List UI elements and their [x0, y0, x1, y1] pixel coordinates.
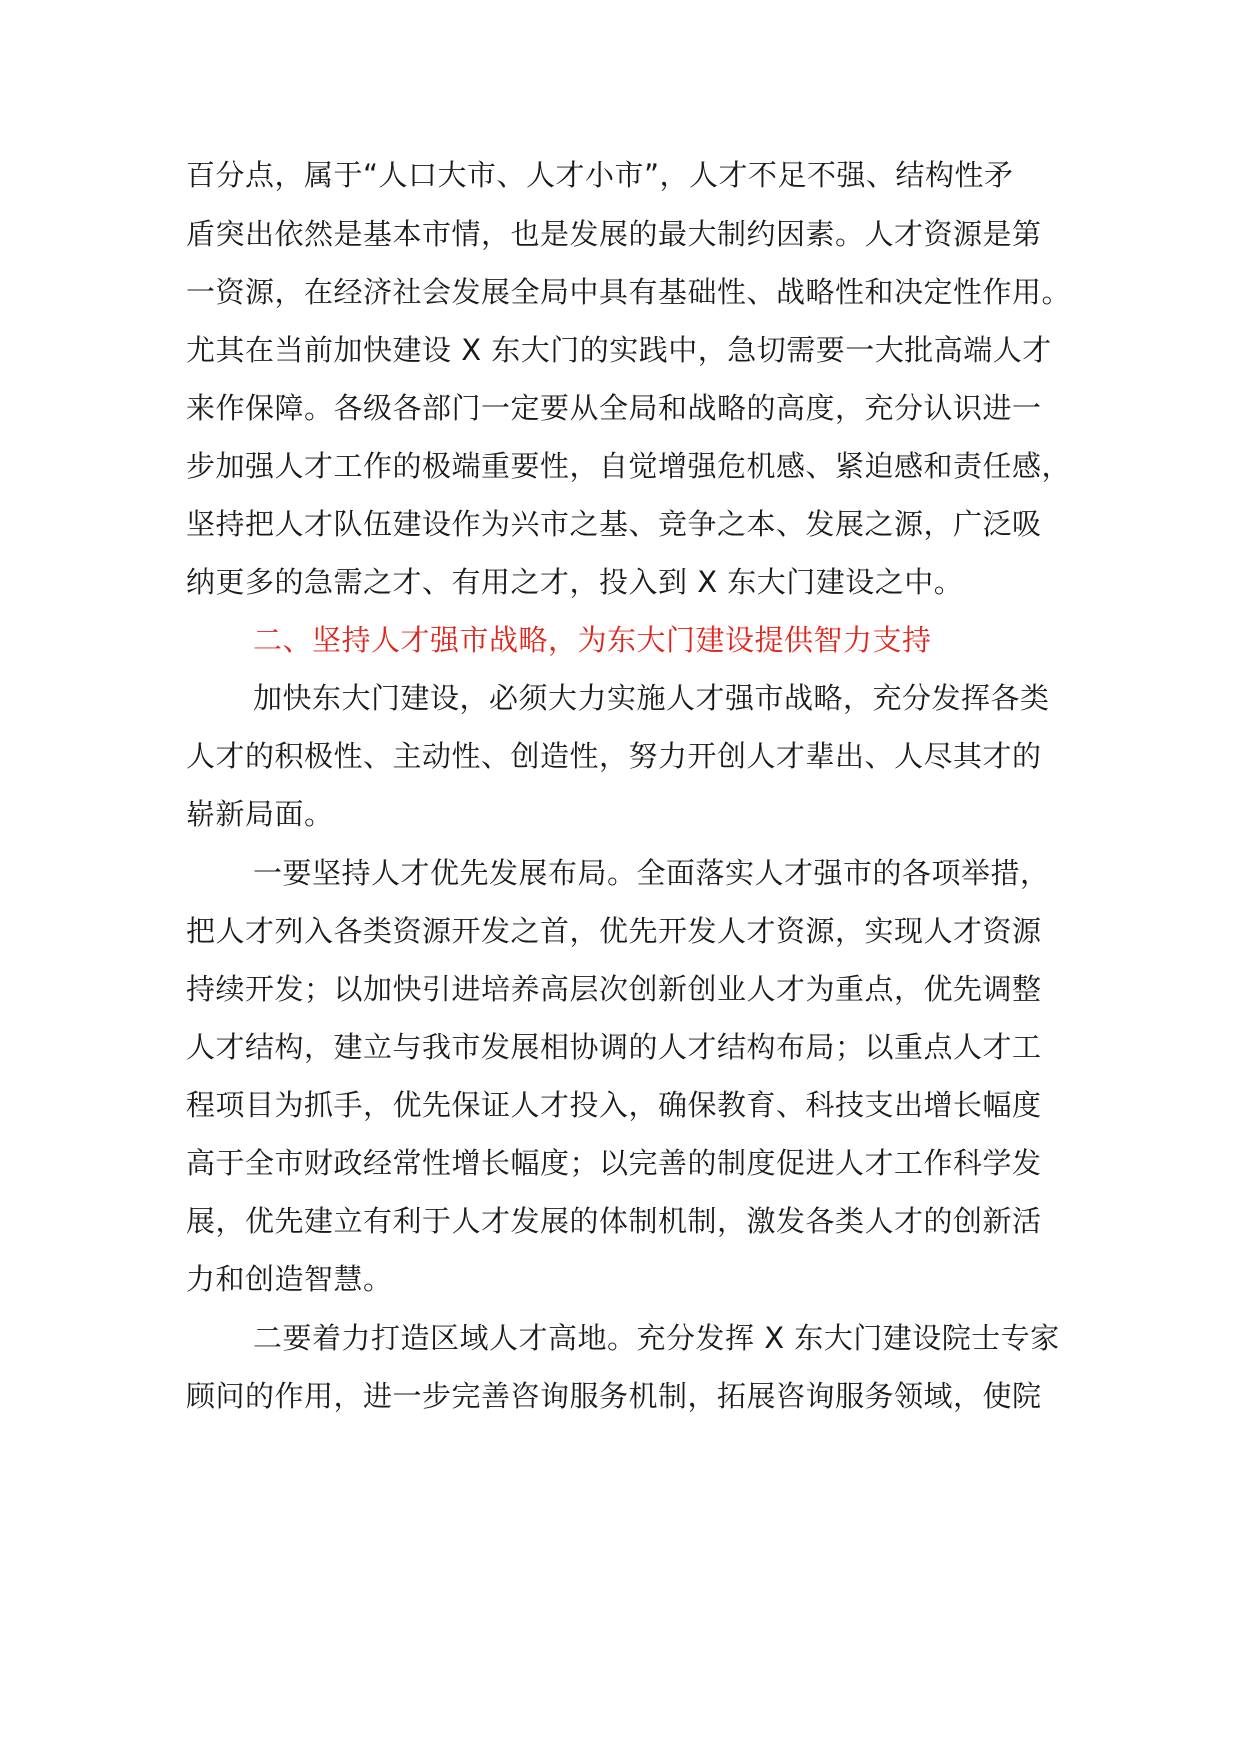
paragraph-line: 人才结构，建立与我市发展相协调的人才结构布局；以重点人才工: [186, 1030, 1042, 1064]
paragraph-line: 加快东大门建设，必须大力实施人才强市战略，充分发挥各类: [253, 681, 1050, 715]
paragraph-line: 盾突出依然是基本市情，也是发展的最大制约因素。人才资源是第: [186, 217, 1042, 251]
paragraph-line: 尤其在当前加快建设 X 东大门的实践中，急切需要一大批高端人才: [186, 333, 1052, 367]
paragraph-line: 一要坚持人才优先发展布局。全面落实人才强市的各项举措，: [253, 856, 1050, 890]
paragraph-line: 纳更多的急需之才、有用之才，投入到 X 东大门建设之中。: [186, 565, 964, 599]
paragraph-line: 一资源，在经济社会发展全局中具有基础性、战略性和决定性作用。: [186, 275, 1072, 309]
paragraph-line: 百分点，属于“人口大市、人才小市”，人才不足不强、结构性矛: [186, 158, 1014, 192]
paragraph-line: 坚持把人才队伍建设作为兴市之基、竞争之本、发展之源，广泛吸: [186, 507, 1042, 541]
paragraph-line: 步加强人才工作的极端重要性，自觉增强危机感、紧迫感和责任感，: [186, 449, 1072, 483]
paragraph-line: 展，优先建立有利于人才发展的体制机制，激发各类人才的创新活: [186, 1204, 1042, 1238]
paragraph-line: 程项目为抓手，优先保证人才投入，确保教育、科技支出增长幅度: [186, 1088, 1042, 1122]
paragraph-line: 把人才列入各类资源开发之首，优先开发人才资源，实现人才资源: [186, 914, 1042, 948]
paragraph-line: 来作保障。各级各部门一定要从全局和战略的高度，充分认识进一: [186, 391, 1042, 425]
section-heading: 二、坚持人才强市战略，为东大门建设提供智力支持: [253, 623, 932, 657]
paragraph-line: 力和创造智慧。: [186, 1262, 393, 1296]
paragraph-line: 高于全市财政经常性增长幅度；以完善的制度促进人才工作科学发: [186, 1146, 1042, 1180]
paragraph-line: 顾问的作用，进一步完善咨询服务机制，拓展咨询服务领域，使院: [186, 1379, 1042, 1413]
paragraph-line: 持续开发；以加快引进培养高层次创新创业人才为重点，优先调整: [186, 972, 1042, 1006]
paragraph-line: 崭新局面。: [186, 797, 334, 831]
paragraph-line: 二要着力打造区域人才高地。充分发挥 X 东大门建设院士专家: [253, 1321, 1060, 1355]
paragraph-line: 人才的积极性、主动性、创造性，努力开创人才辈出、人尽其才的: [186, 739, 1042, 773]
